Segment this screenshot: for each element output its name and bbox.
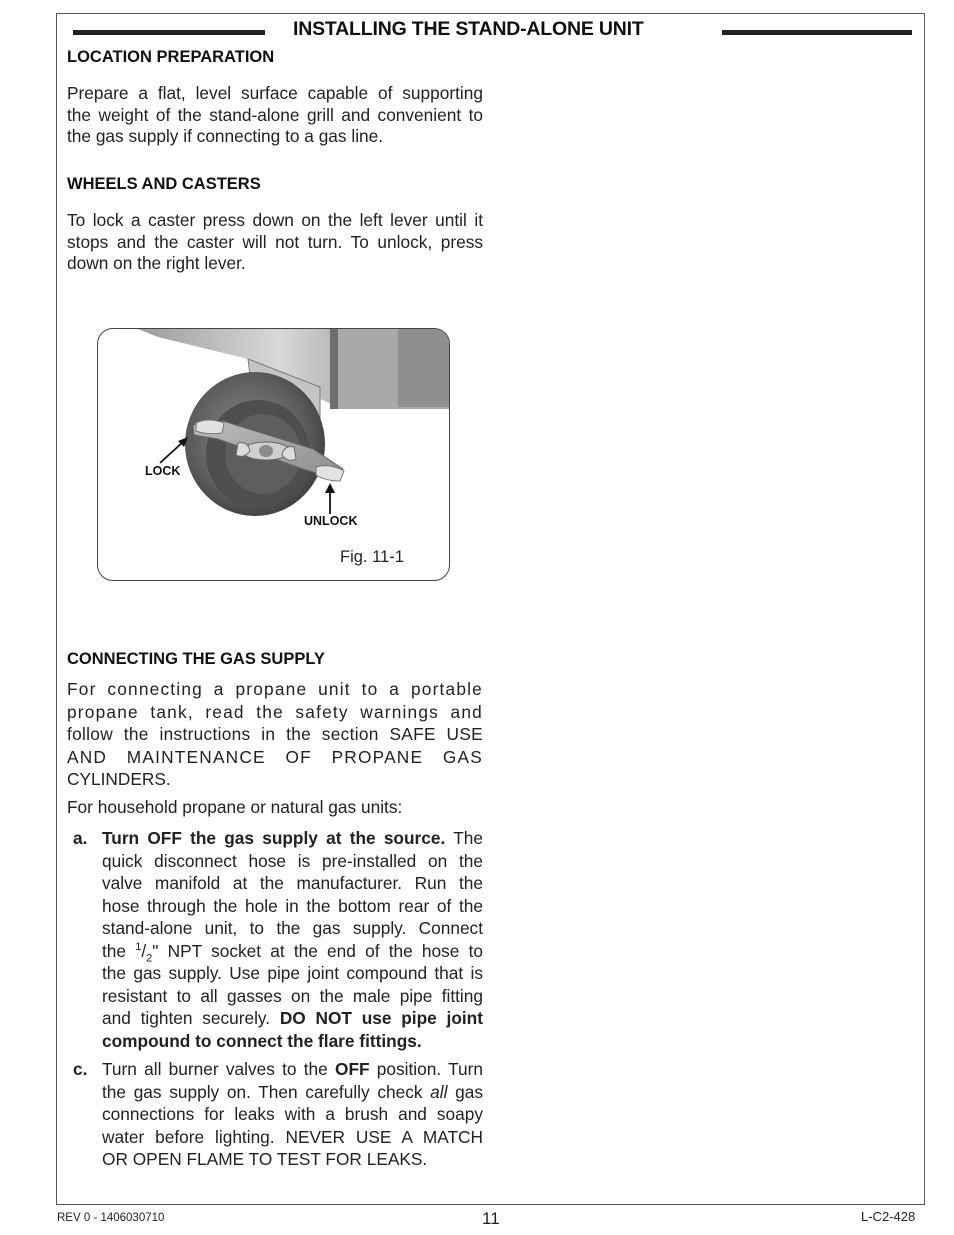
step-c-line-4: water before lighting. NEVER USE A MATCH — [102, 1126, 483, 1147]
title-rule-left — [73, 30, 265, 35]
footer-page-number: 11 — [482, 1209, 500, 1228]
step-c-l1-bold: OFF — [335, 1059, 370, 1079]
fraction-numerator: 1 — [135, 940, 142, 953]
step-a-line-1 — [102, 827, 483, 850]
gas-intro-line-1: For connecting a propane unit to a portable — [67, 679, 483, 699]
step-a-line-2: quick disconnect hose is pre-installed on the — [102, 850, 483, 871]
wheels-heading: WHEELS AND CASTERS — [67, 175, 261, 193]
step-a-line-4: hose through the hole in the bottom rear of the — [102, 895, 483, 916]
step-c-l2-italic: all — [430, 1081, 448, 1102]
gas-intro-line-3: follow the instructions in the section SAFE USE — [67, 724, 483, 745]
location-paragraph — [67, 83, 483, 148]
gas-intro-paragraph — [67, 678, 483, 791]
step-c-line-3: connections for leaks with a brush and soapy — [102, 1104, 483, 1124]
step-a-l6-post: " NPT socket at the end of the hose to — [152, 940, 484, 961]
step-a-l9-bold: DO NOT use pipe joint — [279, 1008, 483, 1028]
step-a-line-7: the gas supply. Use pipe joint compound that is — [102, 963, 483, 983]
step-a-line-6: the $^1/_2$" NPT socket at the end of the hose to — [102, 940, 484, 964]
household-line — [67, 797, 483, 819]
location-line-3: the gas supply if connecting to a gas line. — [67, 126, 384, 146]
page-title: INSTALLING THE STAND-ALONE UNIT — [293, 18, 644, 40]
location-line-2: the weight of the stand-alone grill and convenient to — [67, 104, 483, 125]
location-line-1: Prepare a flat, level surface capable of supporting — [67, 83, 483, 103]
wheels-line-3: down on the right lever. — [67, 253, 246, 273]
step-c-line-2 — [102, 1081, 483, 1104]
step-c-l2-post: gas — [447, 1081, 483, 1102]
step-a-bold-lead: Turn OFF the gas supply at the source. — [102, 828, 446, 848]
gas-intro-line-2: propane tank, read the safety warnings and — [67, 701, 483, 722]
step-a-line-9 — [102, 1007, 483, 1030]
household-text: For household propane or natural gas units: — [67, 797, 403, 817]
figure-caption: Fig. 11-1 — [340, 548, 404, 566]
step-a-line-3: valve manifold at the manufacturer. Run the — [102, 873, 483, 893]
gas-heading: CONNECTING THE GAS SUPPLY — [67, 650, 325, 668]
step-a — [67, 827, 483, 1052]
step-a-marker: a. — [73, 828, 88, 848]
gas-intro-line-5: CYLINDERS. — [67, 769, 171, 790]
title-rule-right — [722, 30, 912, 35]
step-c-marker: c. — [73, 1059, 88, 1079]
location-heading: LOCATION PREPARATION — [67, 48, 275, 66]
caster-photo — [98, 329, 450, 581]
step-c-l1-pre: Turn all burner valves to the — [102, 1059, 335, 1079]
footer-revision: REV 0 - 1406030710 — [57, 1212, 165, 1224]
step-a-line-5: stand-alone unit, to the gas supply. Connect — [102, 918, 483, 938]
step-a-line-8: resistant to all gasses on the male pipe fitting — [102, 985, 483, 1006]
step-c-line-1 — [102, 1058, 483, 1081]
fraction-denominator: 2 — [146, 951, 153, 964]
caster-figure — [97, 328, 450, 581]
step-a-lead-rest: The — [445, 828, 483, 848]
step-c-l1-post: position. Turn — [369, 1059, 483, 1079]
step-c-line-5: OR OPEN FLAME TO TEST FOR LEAKS. — [102, 1149, 428, 1169]
step-c — [67, 1058, 483, 1171]
wheels-paragraph — [67, 210, 483, 275]
step-a-l6-pre: the — [102, 940, 136, 961]
step-c-l2-pre: the gas supply on. Then carefully check — [102, 1081, 431, 1102]
lock-label: LOCK — [145, 464, 181, 478]
step-a-line-10 — [102, 1030, 483, 1053]
gas-intro-line-4: AND MAINTENANCE OF PROPANE GAS — [67, 746, 483, 767]
step-a-l10-bold: compound to connect the flare fittings. — [102, 1030, 422, 1051]
wheels-line-2: stops and the caster will not turn. To unlock, press — [67, 231, 483, 252]
footer-doc-code: L-C2-428 — [861, 1209, 916, 1224]
unlock-label: UNLOCK — [304, 514, 358, 528]
step-a-l9-pre: and tighten securely. — [102, 1008, 280, 1028]
wheels-line-1: To lock a caster press down on the left lever until it — [67, 210, 483, 230]
